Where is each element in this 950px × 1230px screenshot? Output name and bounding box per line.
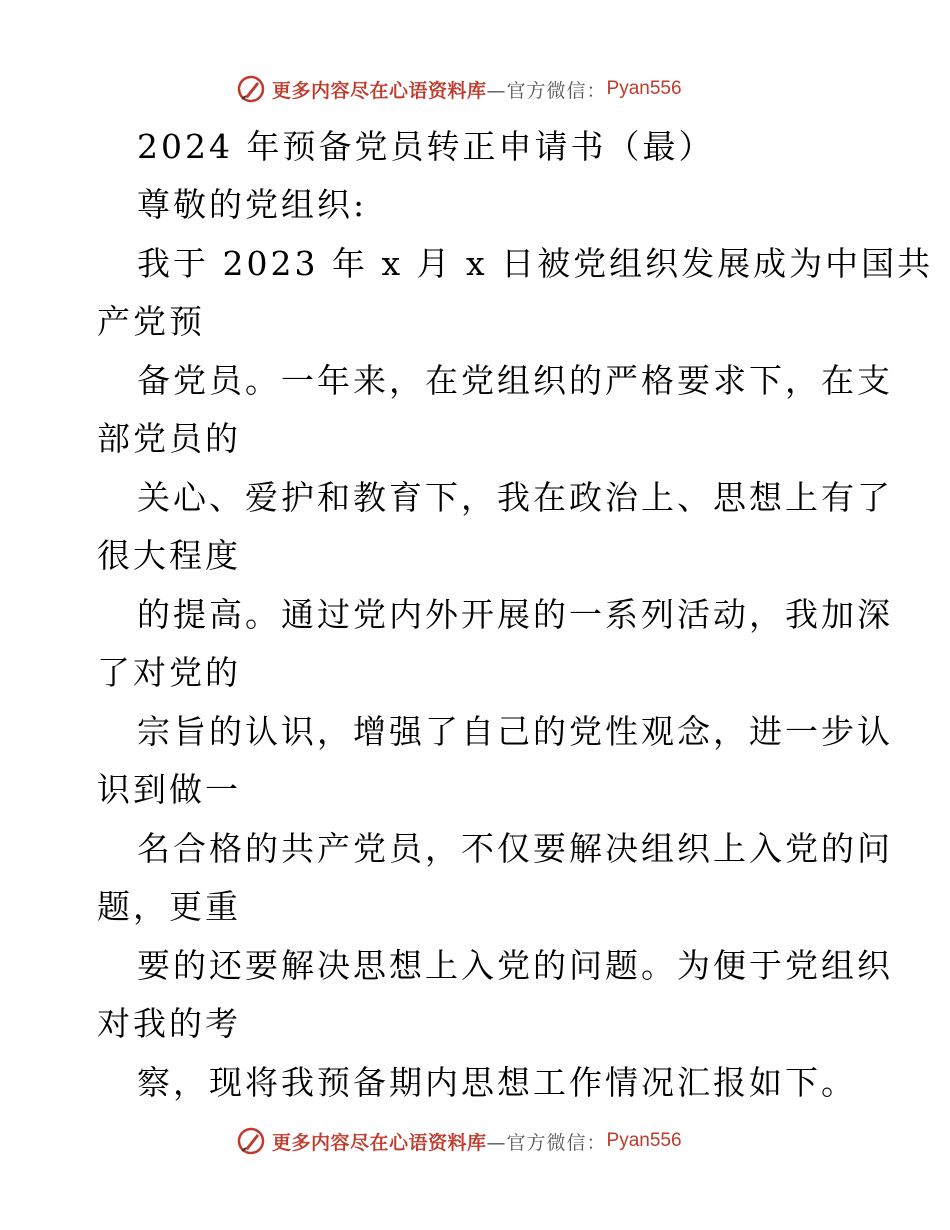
body-line: 很大程度 <box>97 536 241 575</box>
body-line: 对我的考 <box>97 1004 241 1043</box>
body-line: 题，更重 <box>97 887 241 926</box>
body-line: 关心、爱护和教育下，我在政治上、思想上有了 <box>137 478 893 517</box>
body-line: 名合格的共产党员，不仅要解决组织上入党的问 <box>137 829 893 868</box>
body-line: 我于 2023 年 x 月 x 日被党组织发展成为中国共 <box>137 244 934 283</box>
body-line: 宗旨的认识，增强了自己的党性观念，进一步认 <box>137 712 893 751</box>
body-line: 备党员。一年来，在党组织的严格要求下，在支 <box>137 361 893 400</box>
watermark-separator: —官方微信： <box>486 79 607 102</box>
body-line: 部党员的 <box>97 419 241 458</box>
body-line: 了对党的 <box>97 653 241 692</box>
header-watermark <box>236 74 682 104</box>
watermark-text: 更多内容尽在心语资料库 <box>272 79 487 102</box>
watermark-text: 更多内容尽在心语资料库 <box>272 1131 487 1154</box>
document-title: 2024 年预备党员转正申请书（最） <box>137 127 715 166</box>
watermark-wechat-id: Pyan556 <box>606 78 682 99</box>
quill-logo-icon <box>236 1126 266 1156</box>
watermark-wechat-id: Pyan556 <box>606 1130 682 1151</box>
body-line: 察，现将我预备期内思想工作情况汇报如下。 <box>137 1063 857 1102</box>
salutation: 尊敬的党组织: <box>137 185 368 224</box>
body-line: 要的还要解决思想上入党的问题。为便于党组织 <box>137 946 893 985</box>
body-line: 识到做一 <box>97 770 241 809</box>
quill-logo-icon <box>236 74 266 104</box>
body-line: 产党预 <box>97 302 205 341</box>
watermark-separator: —官方微信： <box>486 1131 607 1154</box>
footer-watermark <box>236 1126 682 1156</box>
body-line: 的提高。通过党内外开展的一系列活动，我加深 <box>137 595 893 634</box>
